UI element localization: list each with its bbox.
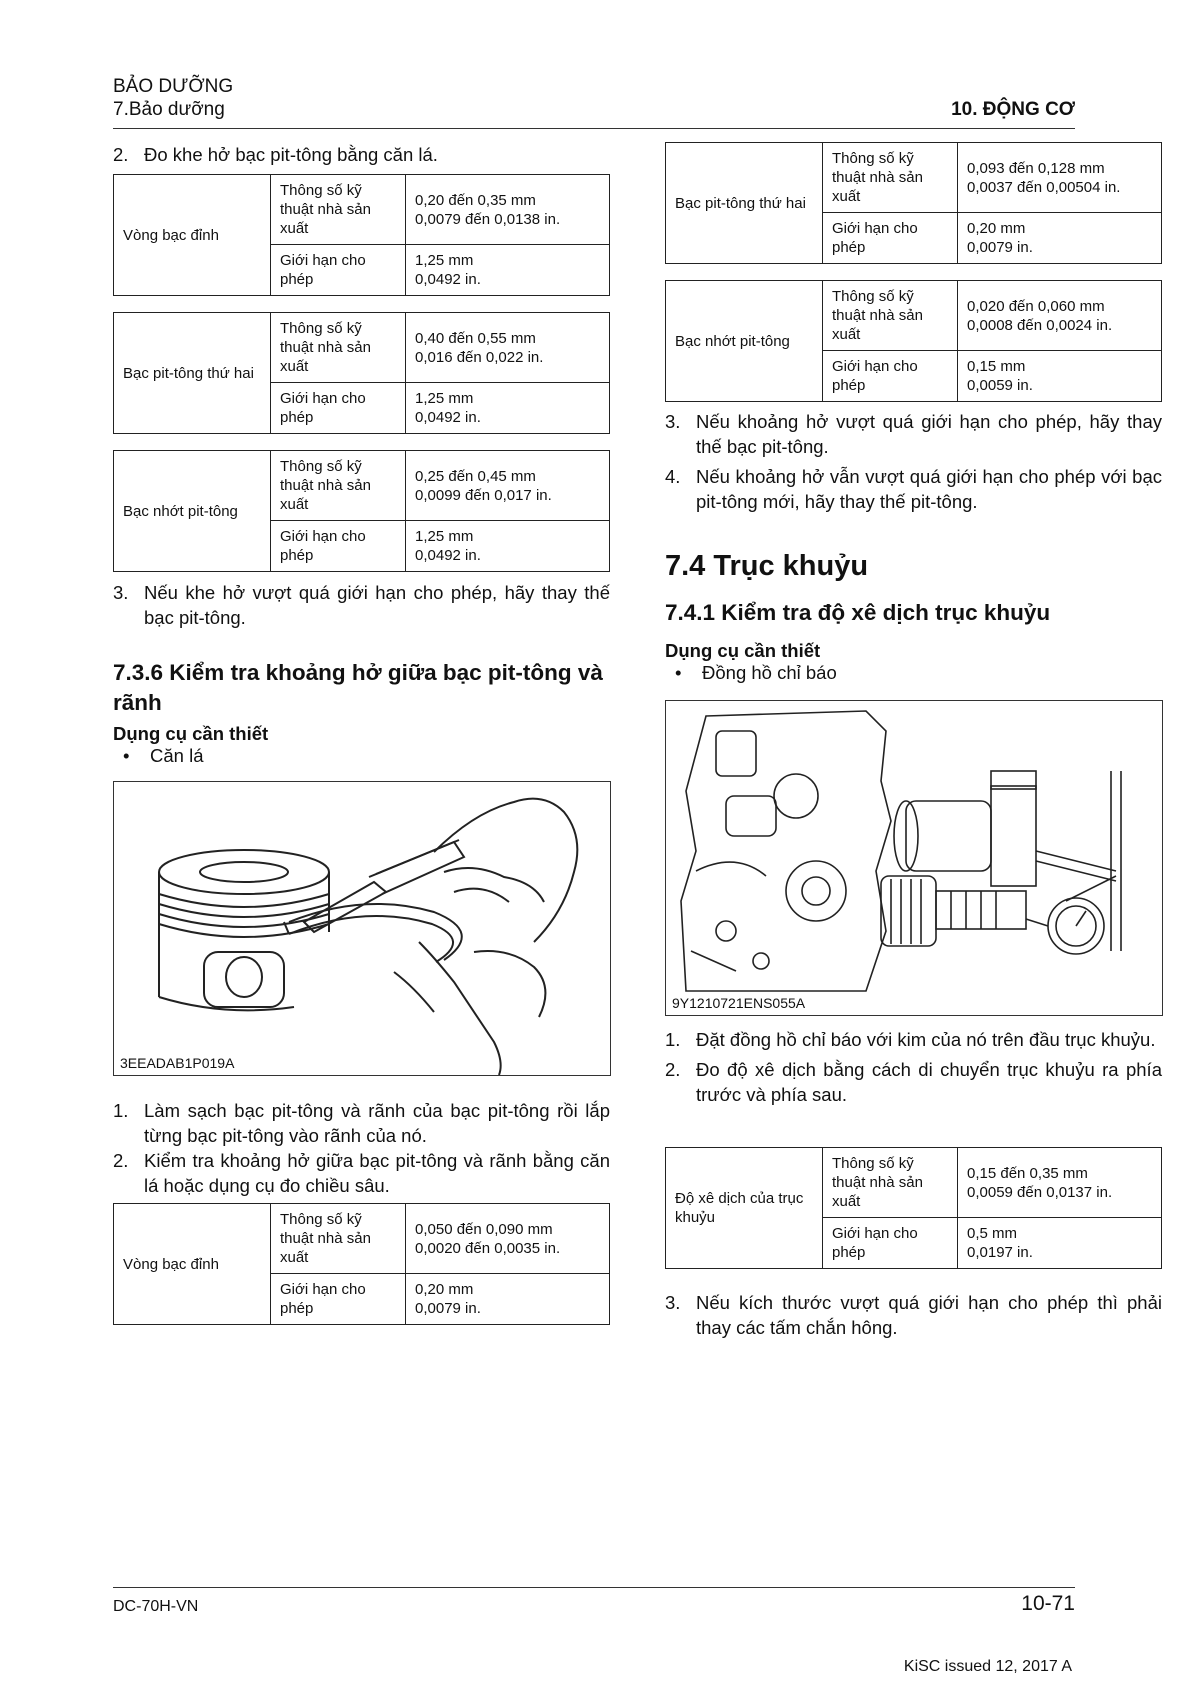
list-item: 4. Nếu khoảng hở vẫn vượt quá giới hạn cho phép với bạc pit-tông mới, hãy thay thế pit-tông. bbox=[665, 466, 1162, 512]
header-chapter: 10. ĐỘNG CƠ bbox=[951, 99, 1075, 120]
table-row-label: Độ xê dịch của trục khuỷu bbox=[666, 1148, 823, 1269]
list-item: 3. Nếu khoảng hở vượt quá giới hạn cho phép, hãy thay thế bạc pit-tông. bbox=[665, 411, 1162, 457]
subsection-title-7-4-1: 7.4.1 Kiểm tra độ xê dịch trục khuỷu bbox=[665, 600, 1051, 625]
table-row-label: Vòng bạc đỉnh bbox=[114, 175, 271, 296]
factory-spec-label: Thông số kỹ thuật nhà sản xuất bbox=[271, 313, 406, 383]
crankshaft-illustration bbox=[666, 701, 1162, 1015]
tool-item: • Căn lá bbox=[123, 745, 204, 766]
piston-illustration bbox=[114, 782, 610, 1075]
right-step-last: 3. Nếu kích thước vượt quá giới hạn cho phép thì phải thay các tấm chắn hông. bbox=[665, 1292, 1162, 1338]
table-row-label: Vòng bạc đỉnh bbox=[114, 1204, 271, 1325]
list-item: 1. Đặt đồng hồ chỉ báo với kim của nó trên đầu trục khuỷu. bbox=[665, 1029, 1156, 1050]
tools-heading: Dụng cụ cần thiết • Căn lá bbox=[113, 723, 610, 767]
spec-table-oil-ring: Bạc nhớt pit-tông Thông số kỹ thuật nhà sản xuất 0,25 đến 0,45 mm 0,0099 đến 0,017 in. Giới hạn cho phép 1,25 mm 0,0492 in. bbox=[113, 450, 610, 572]
factory-spec-label: Thông số kỹ thuật nhà sản xuất bbox=[823, 281, 958, 351]
limit-label: Giới hạn cho phép bbox=[823, 213, 958, 264]
list-item: 2. Kiểm tra khoảng hở giữa bạc pit-tông và rãnh bằng căn lá hoặc dụng cụ đo chiều sâu. bbox=[113, 1150, 610, 1196]
left-step-2: 2. Đo khe hở bạc pit-tông bằng căn lá. bbox=[113, 144, 438, 165]
factory-spec-label: Thông số kỹ thuật nhà sản xuất bbox=[823, 1148, 958, 1218]
spec-table-oil-ring-groove: Bạc nhớt pit-tông Thông số kỹ thuật nhà sản xuất 0,020 đến 0,060 mm 0,0008 đến 0,0024 in. Giới hạn cho phép 0,15 mm 0,0059 in. bbox=[665, 280, 1162, 402]
spec-table-second-ring-groove: Bạc pit-tông thứ hai Thông số kỹ thuật nhà sản xuất 0,093 đến 0,128 mm 0,0037 đến 0,00504 in. Giới hạn cho phép 0,20 mm 0,0079 in. bbox=[665, 142, 1162, 264]
limit-label: Giới hạn cho phép bbox=[823, 351, 958, 402]
factory-spec-label: Thông số kỹ thuật nhà sản xuất bbox=[271, 175, 406, 245]
page-number: 10-71 bbox=[1021, 1592, 1075, 1615]
left-steps bbox=[113, 1098, 610, 1198]
factory-spec-label: Thông số kỹ thuật nhà sản xuất bbox=[271, 1204, 406, 1274]
limit-label: Giới hạn cho phép bbox=[271, 383, 406, 434]
header-subtitle: 7.Bảo dưỡng bbox=[113, 99, 225, 120]
figure-caption: 9Y1210721ENS055A bbox=[672, 995, 806, 1011]
right-steps-a bbox=[665, 409, 1162, 514]
table-row-label: Bạc nhớt pit-tông bbox=[666, 281, 823, 402]
section-title-7-4: 7.4 Trục khuỷu bbox=[665, 550, 869, 582]
figure-caption: 3EEADAB1P019A bbox=[120, 1055, 235, 1071]
factory-spec-label: Thông số kỹ thuật nhà sản xuất bbox=[823, 143, 958, 213]
limit-label: Giới hạn cho phép bbox=[271, 245, 406, 296]
factory-spec-label: Thông số kỹ thuật nhà sản xuất bbox=[271, 451, 406, 521]
tool-item: • Đồng hồ chỉ báo bbox=[675, 662, 837, 683]
spec-table-top-ring: Vòng bạc đỉnh Thông số kỹ thuật nhà sản xuất 0,20 đến 0,35 mm 0,0079 đến 0,0138 in. Giới hạn cho phép 1,25 mm 0,0492 in. bbox=[113, 174, 610, 296]
spec-table-ring-groove: Vòng bạc đỉnh Thông số kỹ thuật nhà sản xuất 0,050 đến 0,090 mm 0,0020 đến 0,0035 in. Giới hạn cho phép 0,20 mm 0,0079 in. bbox=[113, 1203, 610, 1325]
spec-table-crankshaft-play: Độ xê dịch của trục khuỷu Thông số kỹ thuật nhà sản xuất 0,15 đến 0,35 mm 0,0059 đến 0,0137 in. Giới hạn cho phép 0,5 mm 0,0197 in. bbox=[665, 1147, 1162, 1269]
list-item: 2. Đo độ xê dịch bằng cách di chuyển trục khuỷu ra phía trước và phía sau. bbox=[665, 1059, 1162, 1105]
limit-label: Giới hạn cho phép bbox=[823, 1218, 958, 1269]
spec-table-second-ring: Bạc pit-tông thứ hai Thông số kỹ thuật nhà sản xuất 0,40 đến 0,55 mm 0,016 đến 0,022 in. Giới hạn cho phép 1,25 mm 0,0492 in. bbox=[113, 312, 610, 434]
left-step-3: 3. Nếu khe hở vượt quá giới hạn cho phép, hãy thay thế bạc pit-tông. bbox=[113, 582, 610, 628]
figure-piston-feeler-gauge bbox=[113, 781, 611, 1076]
figure-crankshaft-dial-indicator bbox=[665, 700, 1163, 1016]
right-steps-b bbox=[665, 1027, 1162, 1107]
section-title-7-3-6: 7.3.6 Kiểm tra khoảng hở giữa bạc pit-tông và rãnh bbox=[113, 660, 603, 715]
header-title: BẢO DƯỠNG bbox=[113, 76, 234, 97]
table-row-label: Bạc pit-tông thứ hai bbox=[666, 143, 823, 264]
footer-divider bbox=[113, 1587, 1075, 1588]
issue-note: KiSC issued 12, 2017 A bbox=[903, 1658, 1072, 1675]
limit-label: Giới hạn cho phép bbox=[271, 1274, 406, 1325]
table-row-label: Bạc nhớt pit-tông bbox=[114, 451, 271, 572]
doc-code: DC-70H-VN bbox=[113, 1598, 199, 1615]
header-divider bbox=[113, 128, 1075, 129]
table-row-label: Bạc pit-tông thứ hai bbox=[114, 313, 271, 434]
list-item: 1. Làm sạch bạc pit-tông và rãnh của bạc pit-tông rồi lắp từng bạc pit-tông vào rãnh của nó. bbox=[113, 1100, 610, 1146]
tools-heading: Dụng cụ cần thiết • Đồng hồ chỉ báo bbox=[665, 640, 1162, 684]
limit-label: Giới hạn cho phép bbox=[271, 521, 406, 572]
